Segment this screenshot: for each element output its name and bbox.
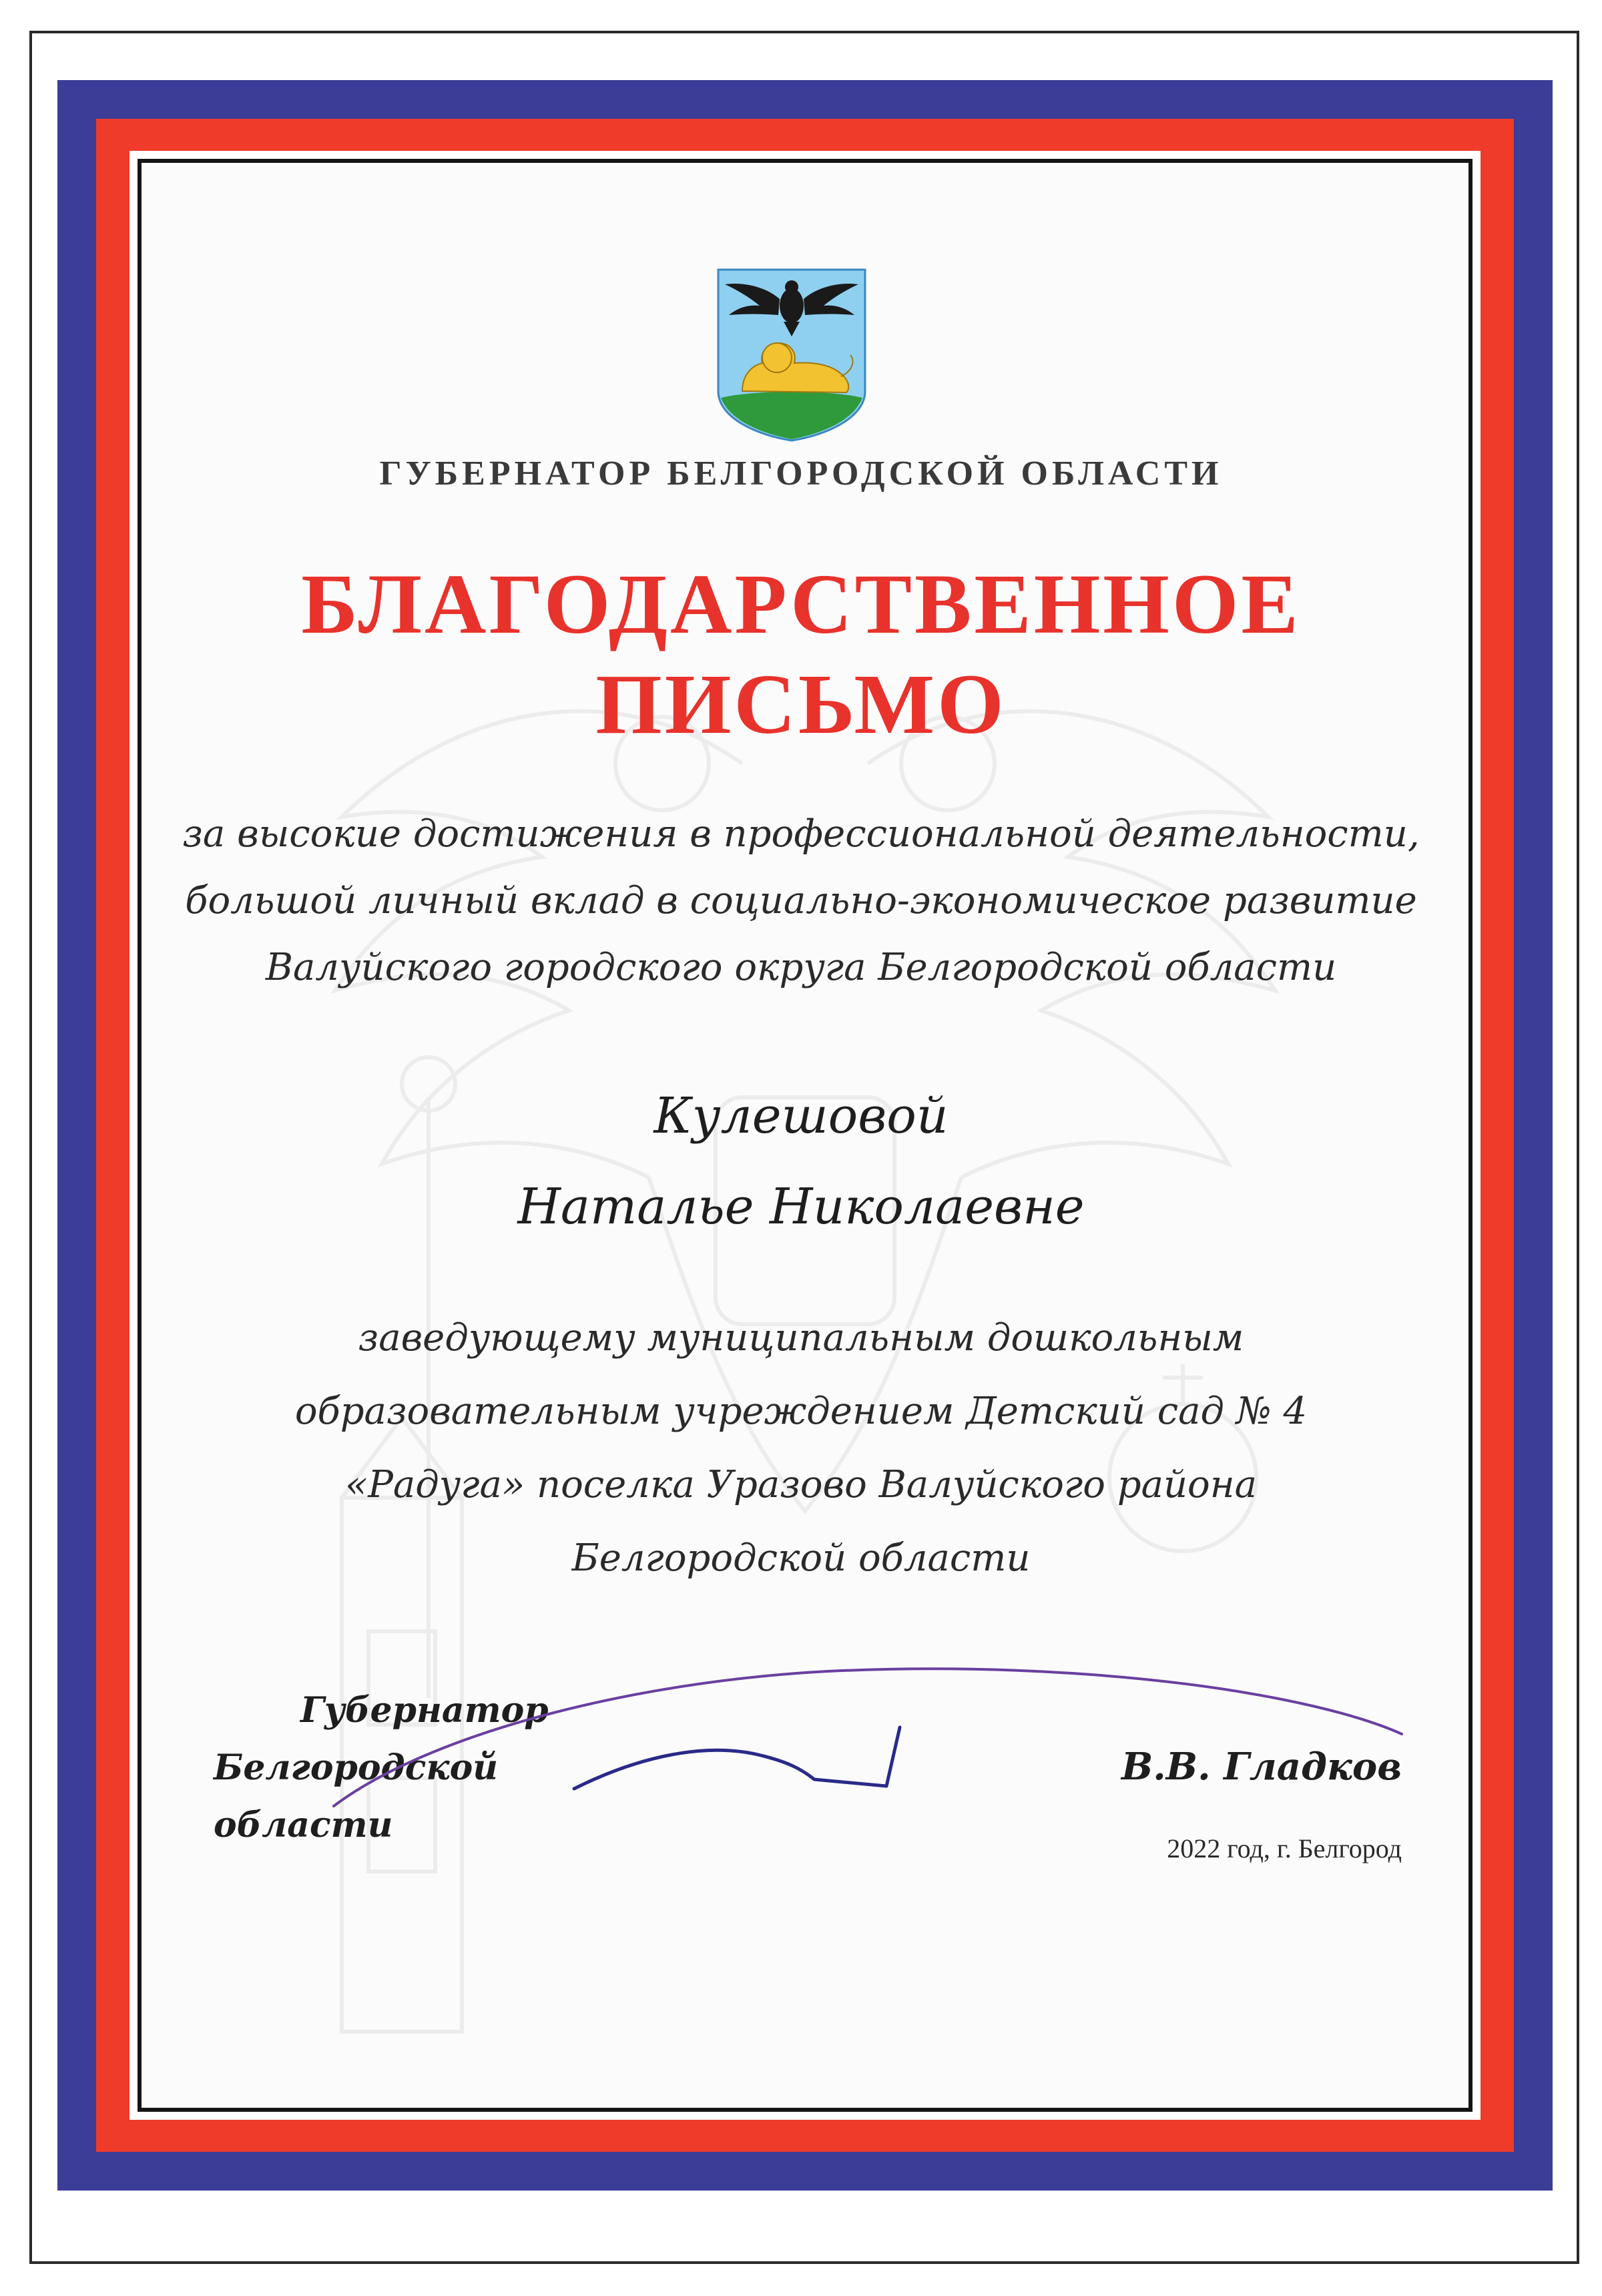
date-place-text: 2022 год, г. Белгород xyxy=(1167,1833,1402,1863)
letter-title-line1: БЛАГОДАРСТВЕННОЕ xyxy=(301,557,1301,651)
issuer-text: ГУБЕРНАТОР БЕЛГОРОДСКОЙ ОБЛАСТИ xyxy=(379,455,1223,493)
signer-name xyxy=(1095,1745,1402,1789)
recipient-position xyxy=(0,1302,1602,1595)
position-line1: заведующему муниципальным дошкольным xyxy=(358,1316,1244,1360)
award-reason xyxy=(0,801,1602,1001)
signer-name-text: В.В. Гладков xyxy=(1121,1745,1402,1789)
issuer-title xyxy=(0,454,1602,493)
handwritten-signature-icon xyxy=(294,1655,1428,1829)
reason-line3: Валуйского городского округа Белгородской области xyxy=(265,946,1337,989)
position-line2: образовательным учреждением Детский сад № 4 xyxy=(294,1390,1308,1433)
letter-title xyxy=(0,554,1602,754)
reason-line1: за высокие достижения в профессиональной деятельности, xyxy=(182,812,1420,856)
signer-role-line2: Белгородской области xyxy=(214,1747,499,1845)
letter-title-line2: ПИСЬМО xyxy=(595,657,1007,752)
position-line4: Белгородской области xyxy=(571,1536,1031,1580)
recipient-surname: Кулешовой xyxy=(653,1087,949,1145)
recipient-given-names: Наталье Николаевне xyxy=(517,1178,1085,1235)
signer-role-line1: Губернатор xyxy=(300,1690,549,1731)
date-and-place xyxy=(1055,1833,1402,1864)
belgorod-coat-of-arms-icon xyxy=(713,264,870,443)
recipient-name xyxy=(0,1071,1602,1252)
position-line3: «Радуга» поселка Уразово Валуйского района xyxy=(344,1463,1258,1506)
reason-line2: большой личный вклад в социально-экономическое развитие xyxy=(185,879,1417,922)
